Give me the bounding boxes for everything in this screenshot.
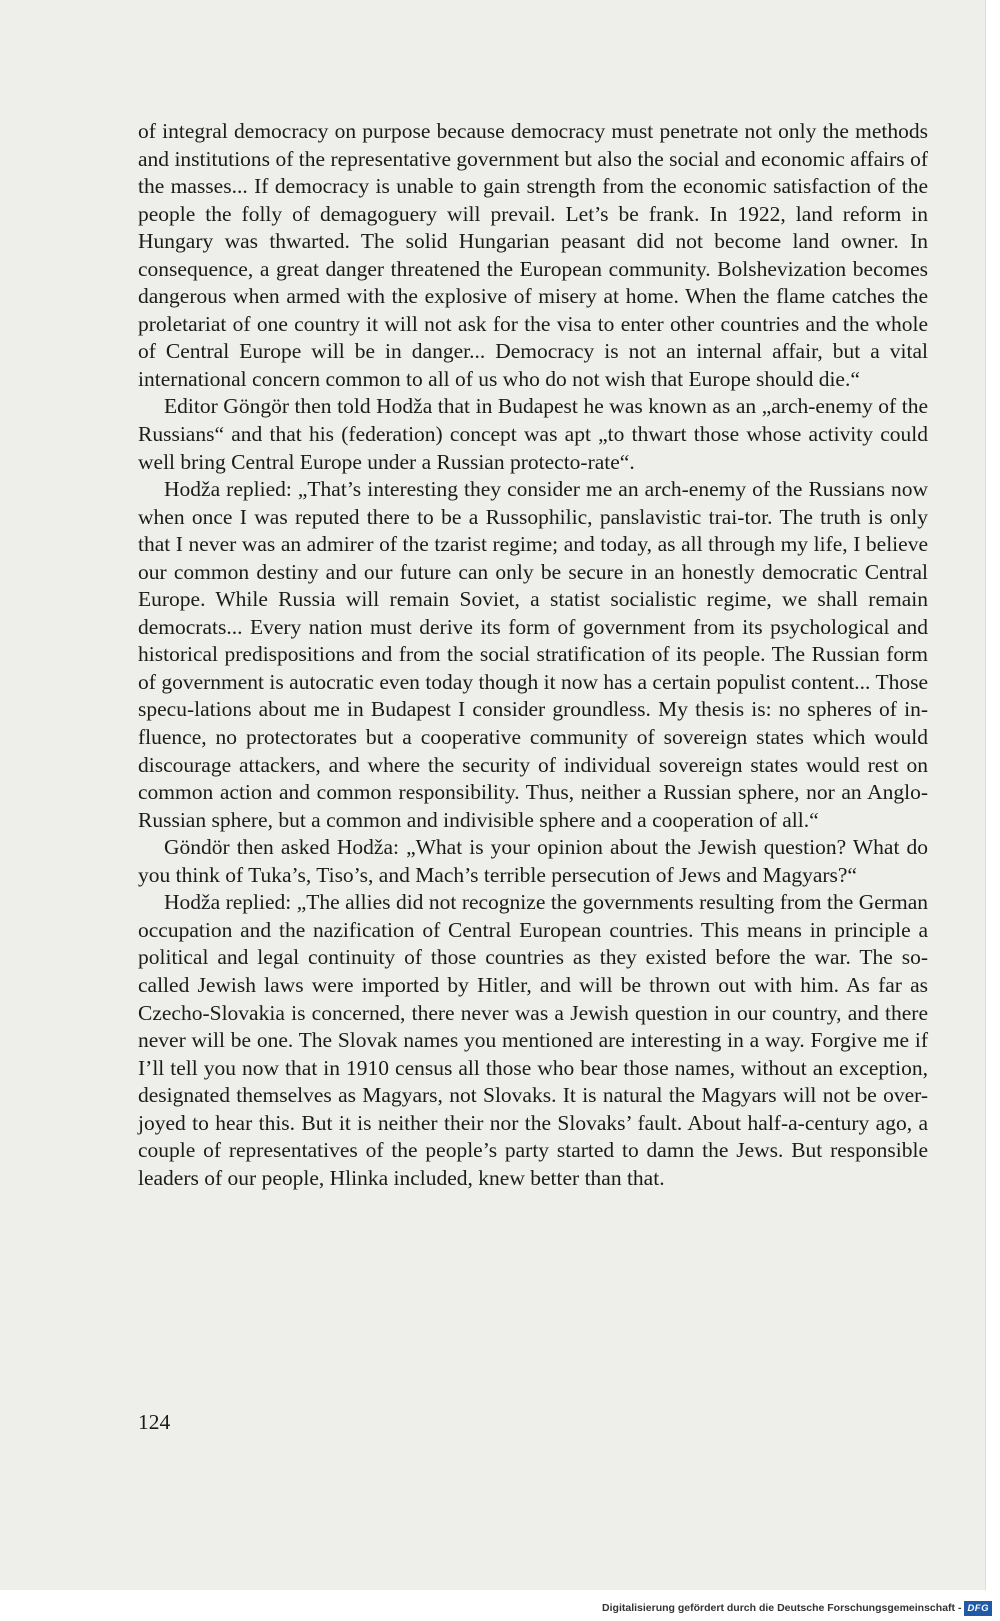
body-text [138, 118, 928, 1192]
paragraph-5: Hodža replied: „The allies did not recognize the governments resulting from the German occupation and the nazification of Central European countries. This means in principle a political and legal continuity of those countries as they existed before the war. The so-called Jewish laws were imported by Hitler, and will be thrown out with him. As far as Czecho-Slovakia is concerned, there never was a Jewish question in our country, and there never will be one. The Slovak names you mentioned are interesting in a way. Forgive me if I’ll tell you now that in 1910 census all those who bear those names, without an exception, designated themselves as Magyars, not Slovaks. It is natural the Magyars will not be over-joyed to hear this. But it is neither their nor the Slovaks’ fault. About half-a-century ago, a couple of representatives of the people’s party started to damn the Jews. But responsible leaders of our people, Hlinka included, knew better than that. [138, 890, 928, 1190]
paragraph-1: of integral democracy on purpose because democracy must penetrate not only the methods and institutions of the representative government but also the social and economic affairs of the masses... If democracy is unable to gain strength from the economic satisfaction of the people the folly of demagoguery will prevail. Let’s be frank. In 1922, land reform in Hungary was thwarted. The solid Hungarian peasant did not become land owner. In consequence, a great danger threatened the European community. Bolshevization becomes dangerous when armed with the explosive of misery at home. When the flame catches the proletariat of one country it will not ask for the visa to enter other countries and the whole of Central Europe will be in danger... Democracy is not an internal affair, but a vital international concern common to all of us who do not wish that Europe should die.“ [138, 119, 928, 391]
digitization-footer [602, 1598, 992, 1618]
footer-credit-text: Digitalisierung gefördert durch die Deutsche Forschungsgemeinschaft - [602, 1602, 962, 1614]
dfg-logo-icon: DFG [964, 1601, 992, 1616]
paragraph-2: Editor Göngör then told Hodža that in Budapest he was known as an „arch-enemy of the Russians“ and that his (federation) concept was apt „to thwart those whose activity could well bring Central Europe under a Russian protecto-rate“. [138, 394, 928, 474]
paragraph-3: Hodža replied: „That’s interesting they consider me an arch-enemy of the Russians now when once I was reputed there to be a Russophilic, panslavistic trai-tor. The truth is only that I never was an admirer of the tzarist regime; and today, as all through my life, I believe our common destiny and our future can only be secure in an honestly democratic Central Europe. While Russia will remain Soviet, a statist socialistic regime, we shall remain democrats... Every nation must derive its form of government from its psychological and historical predispositions and from the social stratification of its people. The Russian form of government is autocratic even today though it now has a certain populist content... Those specu-lations about me in Budapest I consider groundless. My thesis is: no spheres of in-fluence, no protectorates but a cooperative community of sovereign states which would discourage attackers, and where the security of individual sovereign states would rest on common action and common responsibility. Thus, neither a Russian sphere, nor an Anglo-Russian sphere, but a common and indivisible sphere and a cooperation of all.“ [138, 477, 928, 832]
paragraph-4: Göndör then asked Hodža: „What is your opinion about the Jewish question? What do you think of Tuka’s, Tiso’s, and Mach’s terrible persecution of Jews and Magyars?“ [138, 835, 928, 887]
page-number: 124 [138, 1410, 171, 1434]
